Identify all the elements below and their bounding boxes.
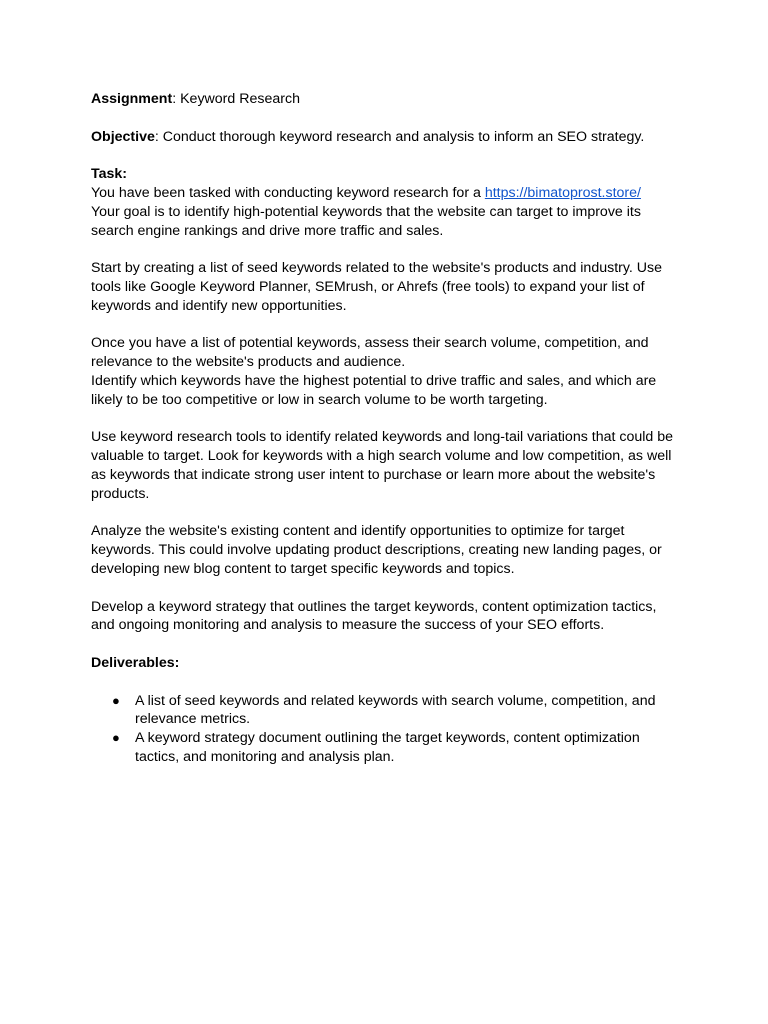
assignment-label: Assignment	[91, 91, 173, 107]
website-link[interactable]: https://bimatoprost.store/	[484, 184, 641, 201]
deliverables-list	[91, 692, 683, 767]
analyze-paragraph: Analyze the website's existing content and identify opportunities to optimize for target keywords. This could involve updating product descriptions, creating new landing pages, or developing new blog content to target specific keywords and topics.	[91, 523, 662, 577]
deliverable-text: A list of seed keywords and related keywords with search volume, competition, and relevance metrics.	[135, 692, 656, 728]
task-section	[91, 165, 683, 240]
identify-paragraph: Identify which keywords have the highest potential to drive traffic and sales, and which are likely to be too competitive or low in search volume to be worth targeting.	[91, 372, 657, 408]
deliverable-text: A keyword strategy document outlining the target keywords, content optimization tactics, and monitoring and analysis plan.	[135, 730, 640, 765]
assignment-separator: :	[172, 91, 181, 107]
seed-keywords-paragraph: Start by creating a list of seed keywords related to the website's products and industry. Use tools like Google Keyword Planner, SEMrush, or Ahrefs (free tools) to expand your list of keywords and identify new opportunities.	[91, 260, 663, 314]
objective-value: Conduct thorough keyword research and analysis to inform an SEO strategy.	[162, 128, 645, 145]
strategy-paragraph: Develop a keyword strategy that outlines the target keywords, content optimization tactics, and ongoing monitoring and analysis to measure the success of your SEO efforts.	[91, 598, 657, 634]
document-page	[91, 90, 683, 767]
task-goal: Your goal is to identify high-potential keywords that the website can target to improve its search engine rankings and drive more traffic and sales.	[91, 203, 641, 239]
assess-section	[91, 334, 683, 409]
task-intro-text: You have been tasked with conducting keyword research for a	[91, 184, 485, 201]
assignment-value: Keyword Research	[180, 91, 300, 107]
tools-paragraph: Use keyword research tools to identify related keywords and long-tail variations that could be valuable to target. Look for keywords with a high search volume and low competition, as well as keywords that indicate strong user intent to purchase or learn more about the website's products.	[91, 429, 673, 502]
bullet-icon: ●	[112, 730, 120, 746]
task-heading: Task:	[91, 166, 128, 183]
deliverables-heading	[91, 654, 683, 673]
list-item	[91, 692, 683, 730]
deliverables-label: Deliverables:	[91, 654, 180, 671]
bullet-icon: ●	[112, 692, 120, 708]
objective-line	[91, 128, 683, 147]
assignment-line	[91, 90, 683, 109]
objective-label: Objective	[91, 128, 155, 145]
list-item	[91, 729, 683, 767]
objective-separator: :	[154, 128, 163, 145]
assess-paragraph: Once you have a list of potential keywords, assess their search volume, competition, and relevance to the website's products and audience.	[91, 335, 649, 371]
task-intro	[91, 184, 683, 203]
